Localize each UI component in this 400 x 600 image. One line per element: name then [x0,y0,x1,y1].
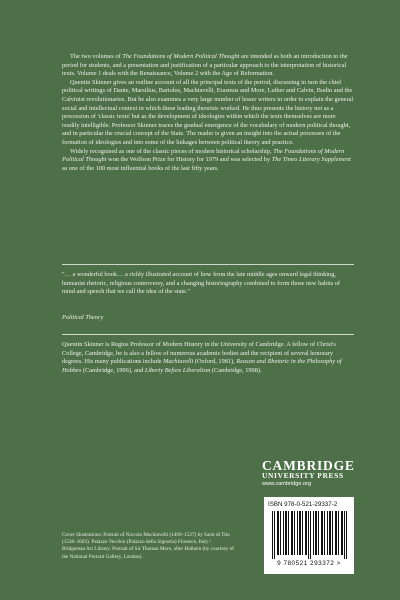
description-paragraph-3: Widely recognised as one of the classic pieces of modern historical scholarship, The Foundations of Modern Political Thought won the Wolfson Prize for History for 1979 and was selected by The Times Literary Supplement as one of the 100 most influential books of the last fifty years. [62,147,351,172]
review-source: Political Theory [62,314,104,321]
isbn-label: ISBN 978-0-521-29337-2 [268,501,338,508]
book-description [62,53,354,173]
book-title: The Foundations of Modern Political Thought [122,53,240,60]
barcode-number: 9 780521 293372 > [277,560,341,567]
publisher-subtitle: UNIVERSITY PRESS [262,471,344,480]
description-paragraph-1: The two volumes of The Foundations of Modern Political Thought are intended as both an introduction to the period for students, and a presentation and justification of a particular approach to the interpretation of historical texts. Volume 1 deals with the Renaissance, Volume 2 with the Age of Reformation. [62,53,348,78]
publisher-url: www.cambridge.org [262,481,312,487]
description-paragraph-2: Quentin Skinner gives an outline account of all the principal texts of the period, discussing in turn the chief political writings of Dante, Marsilius, Bartolus, Machiavelli, Erasmus and More, Luther and Calvin, Bodin and the Calvinist revolutionaries. But he also examines a very large number of lesser writers in order to explain the general social and intellectual context in which these leading theorists worked. He thus presents the history not as a procession of 'classic texts' but as the development of ideologies within which the texts themselves are more readily intelligible. Professor Skinner traces the gradual emergence of the vocabulary of modern political thought, and in particular the crucial concept of the State. The reader is given an insight into the actual processes of the formation of ideologies and into some of the linkages between political theory and practice. [62,78,354,146]
author-bio: Quentin Skinner is Regius Professor of Modern History in the University of Cambridge. A fellow of Christ's College, Cambridge, he is also a fellow of numerous academic bodies and the recipient of several honorary degrees. His many publications include Machiavelli (Oxford, 1981), Reason and Rhetoric in the Philosophy of Hobbes (Cambridge, 1996), and Liberty Before Liberalism (Cambridge, 1998). [62,341,342,374]
publisher-name: CAMBRIDGE [262,458,355,473]
divider-rule [62,334,354,335]
cover-credits: Cover illustrations: Portrait of Niccolo Machiavelli (1469–1527) by Santi di Tito (1536–1603). Palazzo Vecchio (Palazzo della Signoria) Florence, Italy / Bridgeman Art Library. Portrait of Sir Thomas More, after Holbein (by courtesy of the National Portrait Gallery, London). [62,532,234,560]
divider-rule [62,264,354,265]
barcode-icon [270,511,350,559]
publisher-logo [262,459,366,488]
review-quote: "… a wonderful book… a richly illustrated account of how from the late middle ages onward legal thinking, humanist rhetoric, religious controversy, and a changing historiography combined to form those new habits of mind and speech that we call the idea of the state." [62,271,341,296]
barcode-panel [264,497,354,574]
